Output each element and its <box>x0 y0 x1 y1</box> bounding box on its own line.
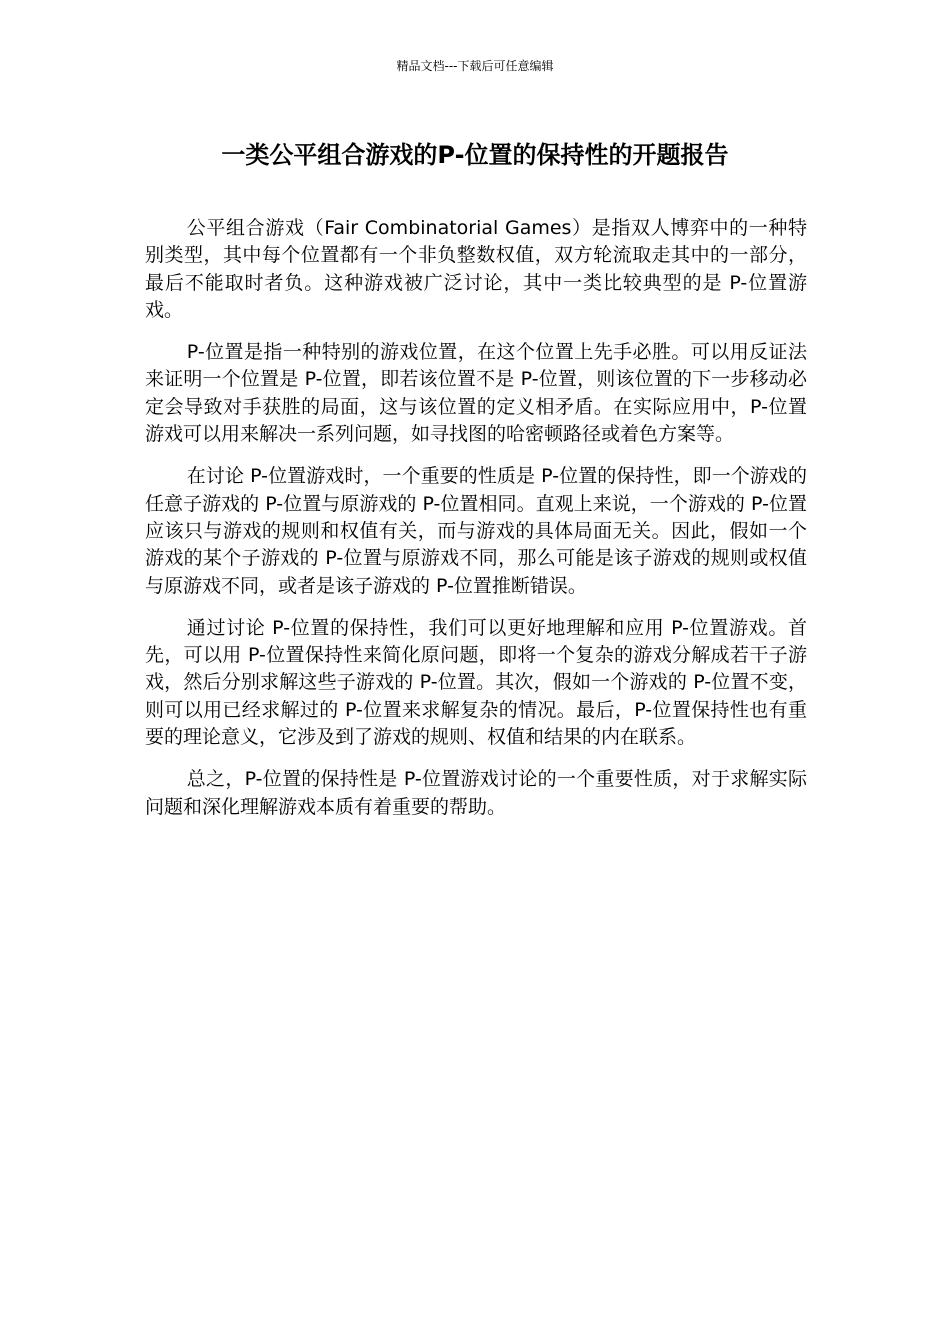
header-note: 精品文档---下载后可任意编辑 <box>396 59 554 73</box>
paragraph-3: 在讨论 P-位置游戏时，一个重要的性质是 P-位置的保持性，即一个游戏的任意子游戏的 P-位置与原游戏的 P-位置相同。直观上来说，一个游戏的 P-位置应该只与游戏的规则和权值有关，而与游戏的具体局面无关。因此，假如一个游戏的某个子游戏的 P-位置与原游戏不同，那么可能是该子游戏的规则或权值与原游戏不同，或者是该子游戏的 P-位置推断错误。 <box>145 465 807 597</box>
paragraph-2: P-位置是指一种特别的游戏位置，在这个位置上先手必胜。可以用反证法来证明一个位置是 P-位置，即若该位置不是 P-位置，则该位置的下一步移动必定会导致对手获胜的局面，这与该位置的定义相矛盾。在实际应用中，P-位置游戏可以用来解决一系列问题，如寻找图的哈密顿路径或着色方案等。 <box>145 341 807 446</box>
paragraph-5: 总之，P-位置的保持性是 P-位置游戏讨论的一个重要性质，对于求解实际问题和深化理解游戏本质有着重要的帮助。 <box>145 768 807 818</box>
paragraph-4: 通过讨论 P-位置的保持性，我们可以更好地理解和应用 P-位置游戏。首先，可以用 P-位置保持性来简化原问题，即将一个复杂的游戏分解成若干子游戏，然后分别求解这些子游戏的 P-位置。其次，假如一个游戏的 P-位置不变，则可以用已经求解过的 P-位置来求解复杂的情况。最后，P-位置保持性也有重要的理论意义，它涉及到了游戏的规则、权值和结果的内在联系。 <box>145 616 807 749</box>
paragraph-1: 公平组合游戏（Fair Combinatorial Games）是指双人博弈中的一种特别类型，其中每个位置都有一个非负整数权值，双方轮流取走其中的一部分，最后不能取时者负。这种游戏被广泛讨论，其中一类比较典型的是 P-位置游戏。 <box>145 217 807 321</box>
document-title: 一类公平组合游戏的P-位置的保持性的开题报告 <box>221 141 729 169</box>
document-body <box>145 215 807 836</box>
